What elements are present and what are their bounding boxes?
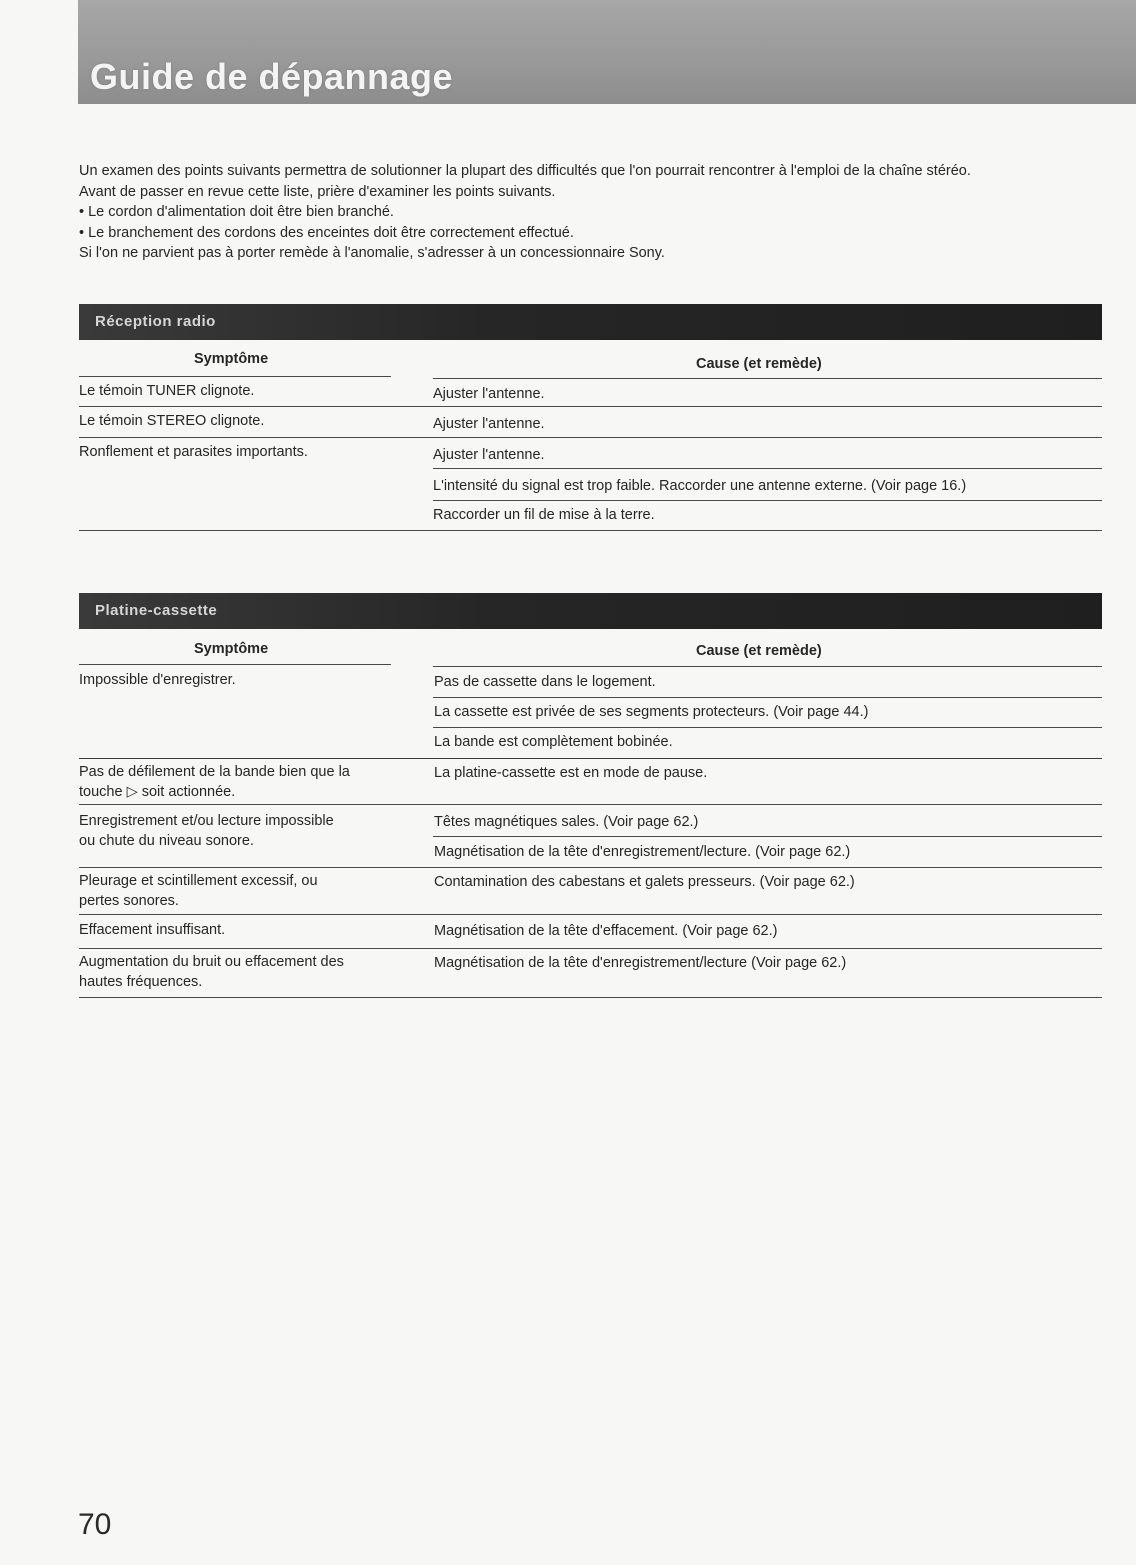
section-radio-bar bbox=[79, 304, 1102, 340]
intro-line: Avant de passer en revue cette liste, prière d'examiner les points suivants. bbox=[79, 183, 556, 200]
row-divider bbox=[79, 867, 1102, 868]
section-radio-title: Réception radio bbox=[95, 313, 216, 330]
cause-cell: Contamination des cabestans et galets presseurs. (Voir page 62.) bbox=[434, 874, 855, 890]
symptom-line: hautes fréquences. bbox=[79, 974, 203, 990]
cause-cell: La cassette est privée de ses segments protecteurs. (Voir page 44.) bbox=[434, 704, 869, 720]
cause-cell: Magnétisation de la tête d'enregistrement/lecture. (Voir page 62.) bbox=[434, 844, 851, 860]
cause-cell: Têtes magnétiques sales. (Voir page 62.) bbox=[434, 814, 699, 830]
row-divider bbox=[79, 406, 1102, 407]
cause-cell: La bande est complètement bobinée. bbox=[434, 734, 673, 750]
symptom-line: Augmentation du bruit ou effacement des bbox=[79, 954, 344, 970]
cause-cell: Raccorder un fil de mise à la terre. bbox=[433, 507, 655, 523]
cause-cell: Magnétisation de la tête d'effacement. (Voir page 62.) bbox=[434, 923, 778, 939]
divider bbox=[433, 697, 1102, 698]
row-divider bbox=[79, 437, 1102, 438]
intro-line: Un examen des points suivants permettra de solutionner la plupart des difficultés que l'on pourrait rencontrer à l'emploi de la chaîne stéréo. bbox=[79, 163, 971, 179]
cause-cell: La platine-cassette est en mode de pause. bbox=[434, 765, 708, 781]
divider bbox=[433, 468, 1102, 469]
cause-cell: Magnétisation de la tête d'enregistrement/lecture (Voir page 62.) bbox=[434, 955, 847, 971]
symptom-line: Pas de défilement de la bande bien que la bbox=[79, 764, 350, 780]
symptom-line: pertes sonores. bbox=[79, 893, 179, 909]
symptom-cell bbox=[79, 871, 318, 911]
section-cassette-bar bbox=[79, 593, 1102, 629]
intro-bullet: • Le cordon d'alimentation doit être bien branché. bbox=[79, 204, 394, 220]
symptom-header: Symptôme bbox=[194, 351, 269, 367]
divider bbox=[433, 666, 1102, 667]
symptom-cell bbox=[79, 952, 344, 992]
intro-line: Si l'on ne parvient pas à porter remède à l'anomalie, s'adresser à un concessionnaire Sony. bbox=[79, 245, 665, 261]
symptom-line: Enregistrement et/ou lecture impossible bbox=[79, 813, 334, 829]
intro-text bbox=[79, 161, 1109, 264]
divider bbox=[433, 727, 1102, 728]
cause-cell: L'intensité du signal est trop faible. Raccorder une antenne externe. (Voir page 16.) bbox=[433, 478, 967, 494]
symptom-line: touche ▷ soit actionnée. bbox=[79, 784, 236, 800]
divider bbox=[433, 836, 1102, 837]
section-cassette-title: Platine-cassette bbox=[95, 602, 218, 619]
cause-header: Cause (et remède) bbox=[696, 643, 822, 659]
symptom-header: Symptôme bbox=[194, 641, 269, 657]
symptom-cell: Ronflement et parasites importants. bbox=[79, 444, 308, 460]
cause-cell: Ajuster l'antenne. bbox=[433, 447, 545, 463]
divider bbox=[433, 500, 1102, 501]
page-title: Guide de dépannage bbox=[90, 56, 454, 97]
row-divider bbox=[79, 758, 1102, 759]
divider bbox=[79, 376, 391, 377]
symptom-cell: Le témoin TUNER clignote. bbox=[79, 383, 255, 399]
cause-header: Cause (et remède) bbox=[696, 356, 822, 372]
intro-bullet: • Le branchement des cordons des enceintes doit être correctement effectué. bbox=[79, 224, 574, 241]
row-divider bbox=[79, 948, 1102, 949]
symptom-cell bbox=[79, 762, 350, 802]
page-number: 70 bbox=[78, 1508, 112, 1541]
divider bbox=[79, 664, 391, 665]
symptom-cell: Le témoin STEREO clignote. bbox=[79, 413, 265, 429]
row-divider bbox=[79, 997, 1102, 998]
cause-cell: Ajuster l'antenne. bbox=[433, 386, 545, 402]
row-divider bbox=[79, 530, 1102, 531]
row-divider bbox=[79, 914, 1102, 915]
symptom-line: Pleurage et scintillement excessif, ou bbox=[79, 873, 318, 889]
title-banner bbox=[78, 0, 1136, 104]
row-divider bbox=[79, 804, 1102, 805]
symptom-line: ou chute du niveau sonore. bbox=[79, 833, 254, 849]
symptom-cell bbox=[79, 811, 334, 851]
cause-cell: Ajuster l'antenne. bbox=[433, 416, 545, 432]
cause-cell: Pas de cassette dans le logement. bbox=[434, 674, 656, 690]
symptom-cell: Impossible d'enregistrer. bbox=[79, 672, 236, 688]
divider bbox=[433, 378, 1102, 379]
symptom-cell: Effacement insuffisant. bbox=[79, 922, 226, 938]
